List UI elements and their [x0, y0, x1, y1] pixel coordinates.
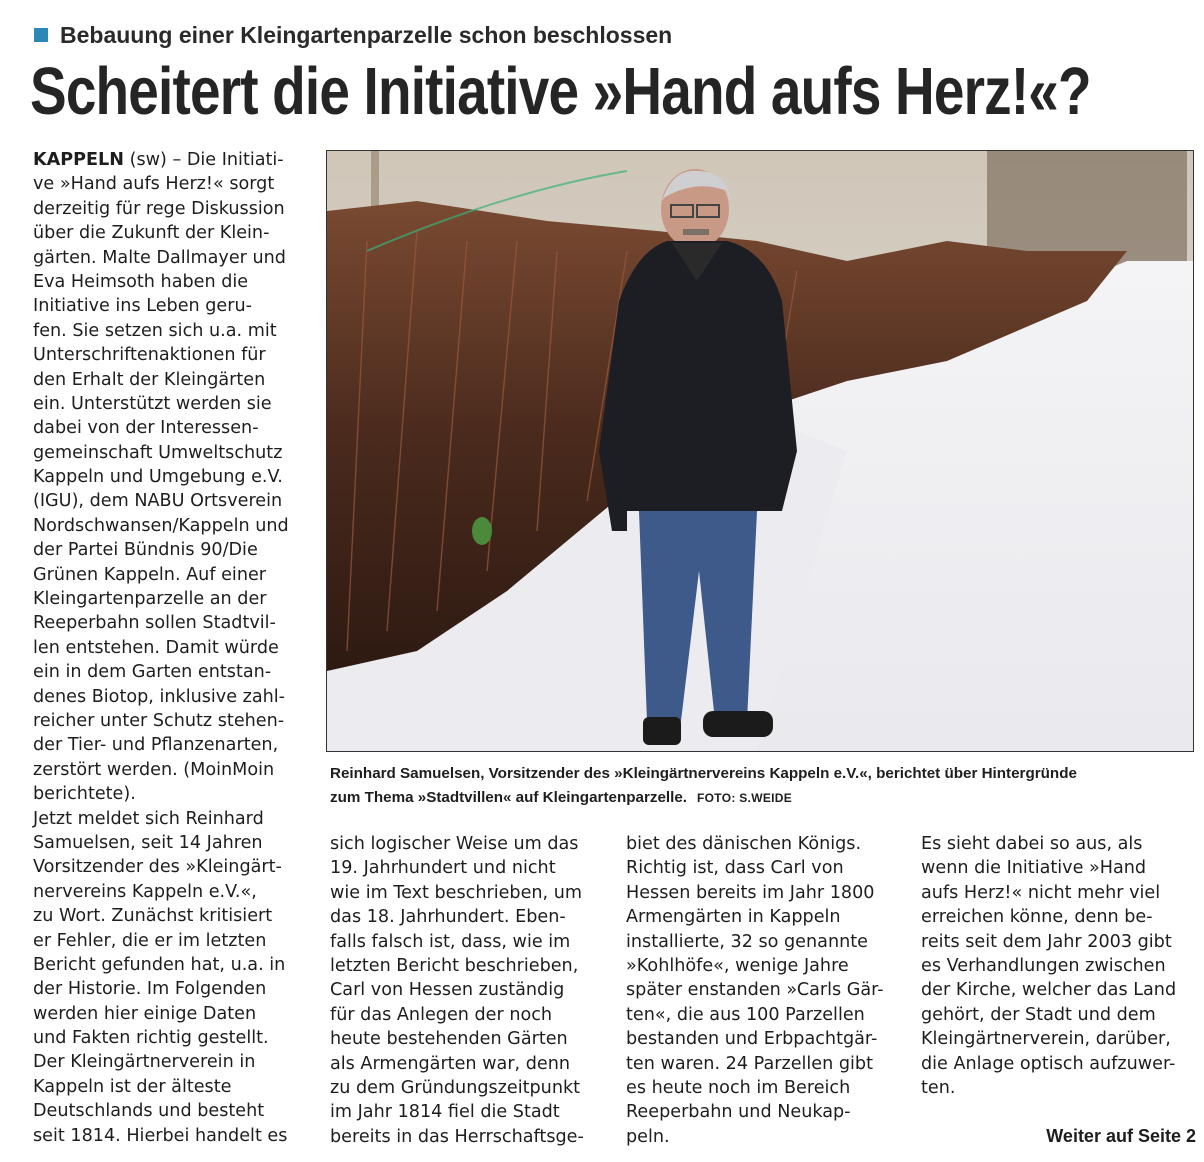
text-line: ten.: [921, 1077, 956, 1098]
text-line: zerstört werden. (MoinMoin: [33, 759, 275, 780]
text-line: wenn die Initiative »Hand: [921, 858, 1147, 879]
text-line: peln.: [626, 1126, 670, 1147]
text-line: Unterschriftenaktionen für: [33, 345, 266, 366]
text-line: zu dem Gründungszeitpunkt: [330, 1077, 581, 1098]
caption-line-2: [330, 786, 1190, 810]
dateline: KAPPELN: [33, 150, 124, 170]
text-line: heute bestehenden Gärten: [330, 1029, 568, 1050]
text-line: ve »Hand aufs Herz!« sorgt: [33, 174, 275, 195]
text-line: bereits in das Herrschaftsge-: [330, 1126, 584, 1147]
text-line: werden hier einige Daten: [33, 1003, 257, 1024]
text-line: Kappeln und Umgebung e.V.: [33, 467, 283, 488]
text-column-1: [33, 148, 318, 1148]
text-line: gehört, der Stadt und dem: [921, 1004, 1156, 1025]
caption-line-2-text: zum Thema »Stadtvillen« auf Kleingartenparzelle.: [330, 789, 688, 806]
article-kicker: [34, 22, 672, 49]
text-line: Hessen bereits im Jahr 1800: [626, 882, 875, 903]
text-line: letzten Bericht beschrieben,: [330, 955, 579, 976]
text-column-3: [626, 832, 911, 1149]
text-line: berichtete).: [33, 784, 136, 805]
text-line: sich logischer Weise um das: [330, 834, 579, 854]
text-line: er Fehler, die er im letzten: [33, 930, 267, 951]
text-column-2: [330, 832, 615, 1149]
text-line: Kleingartenparzelle an der: [33, 589, 267, 610]
text-line: biet des dänischen Königs.: [626, 834, 862, 854]
photo-credit: FOTO: S.WEIDE: [697, 791, 793, 805]
text-line: Grünen Kappeln. Auf einer: [33, 564, 267, 585]
text-line: bestanden und Erbpachtgär-: [626, 1029, 878, 1050]
text-line: len entstehen. Damit würde: [33, 637, 279, 658]
text-line: Kleingärtnerverein, darüber,: [921, 1029, 1171, 1050]
text-line: es Verhandlungen zwischen: [921, 955, 1166, 976]
text-line: gemeinschaft Umweltschutz: [33, 442, 283, 463]
text-line: reicher unter Schutz stehen-: [33, 710, 285, 731]
text-line: für das Anlegen der noch: [330, 1004, 553, 1025]
text-line: dabei von der Interessen-: [33, 418, 259, 439]
text-line: die Anlage optisch aufzuwer-: [921, 1053, 1176, 1074]
article-photo: [326, 150, 1194, 752]
text-line: nervereins Kappeln e.V.«,: [33, 881, 257, 902]
text-line: Richtig ist, dass Carl von: [626, 858, 844, 879]
article-headline: Scheitert die Initiative »Hand aufs Herz!«?: [30, 54, 1091, 129]
text-line: fen. Sie setzen sich u.a. mit: [33, 320, 277, 341]
kicker-text: Bebauung einer Kleingartenparzelle schon beschlossen: [60, 22, 673, 48]
text-line: (IGU), dem NABU Ortsverein: [33, 491, 283, 512]
text-line: erreichen könne, denn be-: [921, 907, 1153, 928]
text-line: über die Zukunft der Klein-: [33, 223, 270, 244]
text-line: Bericht gefunden hat, u.a. in: [33, 954, 286, 975]
text-line: Samuelsen, seit 14 Jahren: [33, 832, 263, 853]
text-line: ein. Unterstützt werden sie: [33, 393, 272, 414]
text-line: ein in dem Garten entstan-: [33, 662, 272, 683]
text-line: gärten. Malte Dallmayer und: [33, 247, 286, 268]
text-line: der Tier- und Pflanzenarten,: [33, 735, 279, 756]
text-line: Nordschwansen/Kappeln und: [33, 515, 289, 536]
text-line: den Erhalt der Kleingärten: [33, 369, 266, 390]
text-line: Der Kleingärtnerverein in: [33, 1052, 256, 1073]
text-line: Reeperbahn sollen Stadtvil-: [33, 613, 276, 634]
text-line: Reeperbahn und Neukap-: [626, 1102, 851, 1123]
text-line: ten«, die aus 100 Parzellen: [626, 1004, 865, 1025]
text-line: Armengärten in Kappeln: [626, 907, 841, 928]
text-line: es heute noch im Bereich: [626, 1077, 851, 1098]
continued-on-page: Weiter auf Seite 2: [1046, 1126, 1196, 1146]
text-line: der Partei Bündnis 90/Die: [33, 540, 258, 561]
text-line: Jetzt meldet sich Reinhard: [33, 808, 264, 829]
caption-line-1: Reinhard Samuelsen, Vorsitzender des »Kleingärtnervereins Kappeln e.V.«, berichtet über Hintergründe: [330, 765, 1077, 782]
text-line: der Kirche, welcher das Land: [921, 980, 1177, 1001]
text-line: zu Wort. Zunächst kritisiert: [33, 906, 273, 927]
text-line: denes Biotop, inklusive zahl-: [33, 686, 286, 707]
text-line: Es sieht dabei so aus, als: [921, 834, 1143, 854]
text-line-body: (sw) – Die Initiati-: [124, 150, 284, 170]
text-line: Eva Heimsoth haben die: [33, 271, 249, 292]
text-line: derzeitig für rege Diskussion: [33, 198, 285, 219]
text-line: falls falsch ist, dass, wie im: [330, 931, 571, 952]
text-line: Initiative ins Leben geru-: [33, 296, 252, 317]
text-line: wie im Text beschrieben, um: [330, 882, 583, 903]
text-line: »Kohlhöfe«, wenige Jahre: [626, 955, 849, 976]
text-line: ten waren. 24 Parzellen gibt: [626, 1053, 873, 1074]
text-line: Vorsitzender des »Kleingärt-: [33, 857, 282, 878]
text-line: aufs Herz!« nicht mehr viel: [921, 882, 1161, 903]
text-line: 19. Jahrhundert und nicht: [330, 858, 556, 879]
bullet-square-icon: [34, 28, 48, 42]
text-line: seit 1814. Hierbei handelt es: [33, 1125, 288, 1146]
photo-caption: [330, 762, 1190, 810]
text-line: Kappeln ist der älteste: [33, 1076, 232, 1097]
text-line: Deutschlands und besteht: [33, 1101, 265, 1122]
text-column-4: [921, 832, 1204, 1100]
text-line: später enstanden »Carls Gär-: [626, 980, 884, 1001]
text-line: als Armengärten war, denn: [330, 1053, 571, 1074]
text-line: installierte, 32 so genannte: [626, 931, 868, 952]
text-line: [33, 148, 318, 172]
text-line: und Fakten richtig gestellt.: [33, 1028, 269, 1049]
text-line: reits seit dem Jahr 2003 gibt: [921, 931, 1172, 952]
text-line: der Historie. Im Folgenden: [33, 979, 267, 1000]
text-line: Carl von Hessen zuständig: [330, 980, 565, 1001]
text-line: im Jahr 1814 fiel die Stadt: [330, 1102, 560, 1123]
text-line: das 18. Jahrhundert. Eben-: [330, 907, 566, 928]
